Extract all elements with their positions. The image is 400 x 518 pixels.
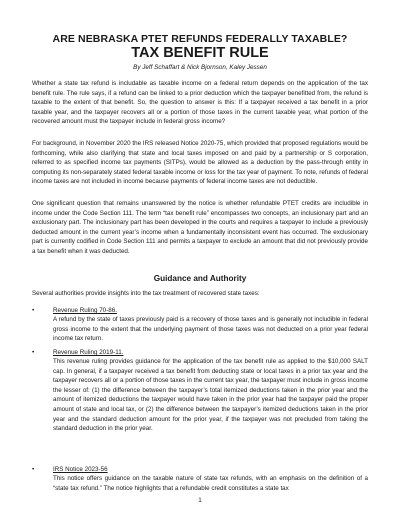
authority-body-rev-rul-70-86: A refund by the state of taxes previously paid is a recovery of those taxes and is generally not includible in federal gross income to the extent that the underlying payment of those taxes was not deducted on a prior year federal income tax return. [53,316,368,343]
paragraph-intro: Whether a state tax refund is includable as taxable income on a federal return depends on the application of the tax benefit rule. The rule says, if a refund can be linked to a prior deduction which the taxpayer benefitted from, the refund is taxable to the extent of that benefit. So, the question to answer is this: If a taxpayer received a tax benefit in a prior taxable year, and the taxpayer recovers all or a portion of those taxes in the current taxable year, what portion of the recovered amount must the taxpayer include in federal gross income? [32,80,368,126]
authority-title-irs-notice-2023-56: IRS Notice 2023-56 [53,466,108,473]
authority-body-rev-rul-2019-11: This revenue ruling provides guidance for the application of the tax benefit rule as applied to the $10,000 SALT cap. In general, if a taxpayer received a tax benefit from deducting state or local taxes in a prior tax year and the taxpayer recovers all or a portion of those taxes in the current tax year, the taxpayer must include in gross income the lesser of: (1) the difference between the taxpayer’s total itemized deductions taken in the prior year and the amount of itemized deductions the taxpayer would have taken in the prior year had the taxpayer paid the proper amount of state and local tax, or (2) the difference between the taxpayer’s itemized deductions taken in the prior year and the standard deduction amount for the prior year, if the taxpayer was not precluded from taking the standard deduction in the prior year. [53,358,368,433]
article-title: TAX BENEFIT RULE [131,45,269,61]
article-kicker: ARE NEBRASKA PTET REFUNDS FEDERALLY TAXABLE? [52,33,348,45]
bullet-marker: • [32,349,35,356]
page-number: 1 [198,497,202,504]
authority-title-rev-rul-70-86: Revenue Ruling 70-86. [53,307,117,314]
paragraph-question: One significant question that remains unanswered by the notice is whether refundable PTET credits are includible in income under the Code Section 111. The term “tax benefit rule” encompasses two concepts, an inclusionary part and an exclusionary part. The inclusionary part has been developed in the courts and requires a taxpayer to include a previously deducted amount in the current year’s income when a fundamentally inconsistent event has occurred. The exclusionary part is currently codified in Code Section 111 and permits a taxpayer to exclude an amount that did not previously provide a tax benefit when it was deducted. [32,200,368,255]
authority-body-irs-notice-2023-56: This notice offers guidance on the taxable nature of state tax refunds, with an emphasis on the definition of a “state tax refund.” The notice highlights that a refundable credit constitutes a state tax [53,475,368,492]
section-heading: Guidance and Authority [153,274,247,283]
authority-title-rev-rul-2019-11: Revenue Ruling 2019-11. [53,349,124,356]
bullet-marker: • [32,307,35,314]
paragraph-background: For background, in November 2020 the IRS released Notice 2020-75, which provided that proposed regulations would be forthcoming, while also clarifying that state and local taxes imposed on and paid by a partnership or S corporation, referred to as specified income tax payments (SITPs), would be allowed as a deduction by the pass-through entity in computing its non-separately stated federal taxable income or loss for the tax year of payment. To note, refunds of federal income taxes are not included in income because payments of federal income taxes are not deductible. [32,140,368,186]
article-byline: By Jeff Schaffart & Nick Bjornson, Kaley Jessen [133,64,267,71]
bullet-marker: • [32,466,35,473]
section-intro: Several authorities provide insights into the tax treatment of recovered state taxes: [32,290,260,297]
